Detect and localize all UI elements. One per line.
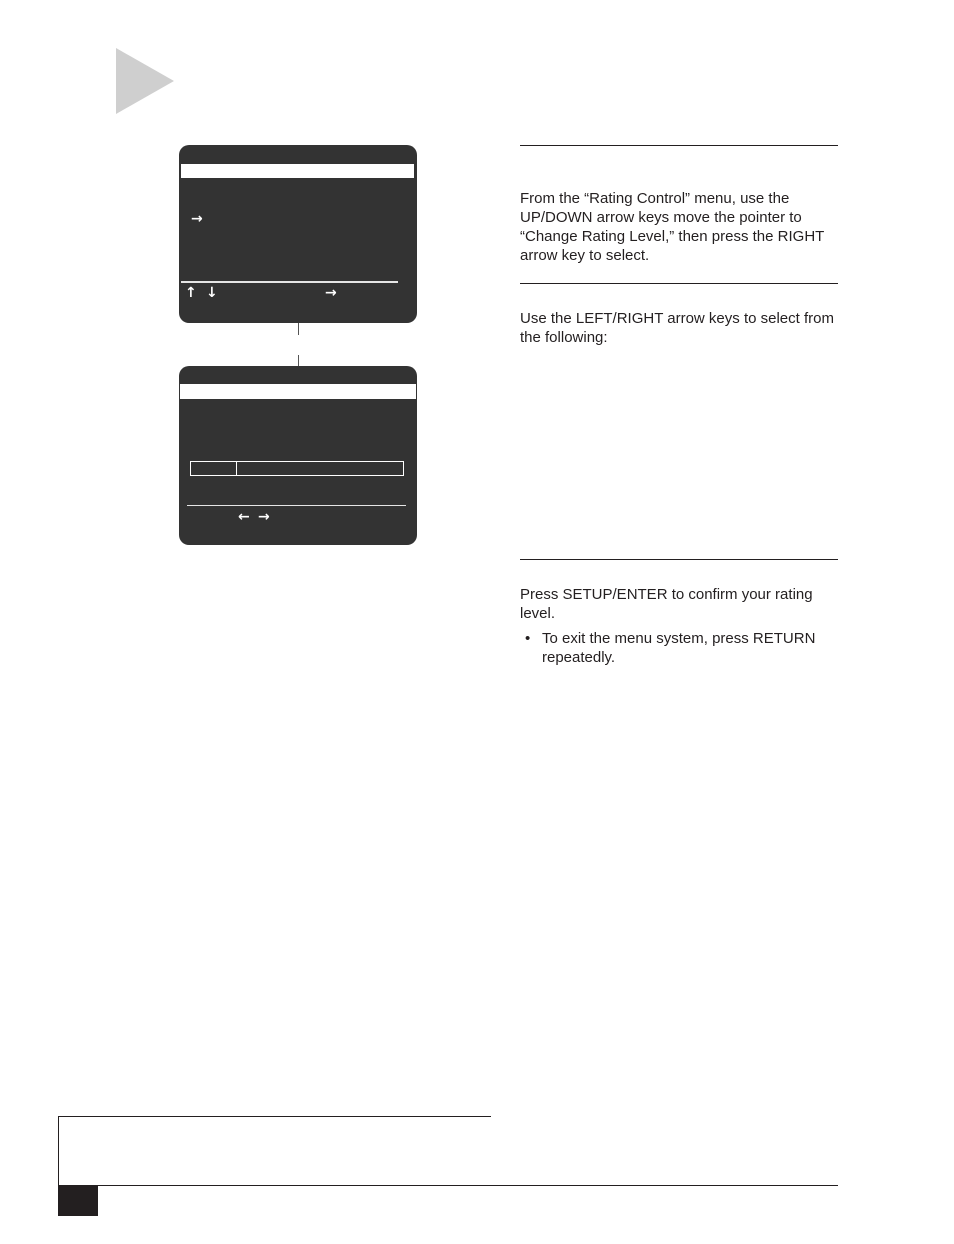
step-3-text: Press SETUP/ENTER to confirm your rating level. [520, 586, 813, 622]
rating-selector-separator [236, 462, 237, 475]
menu-pointer-arrow-icon: → [191, 211, 203, 227]
left-arrow-icon: ← [238, 509, 250, 525]
step-3-rule [520, 559, 838, 560]
right-arrow-icon: → [325, 285, 337, 301]
footer-top-rule [58, 1116, 491, 1117]
down-arrow-icon: ↓ [206, 285, 218, 301]
step-1-text: From the “Rating Control” menu, use the UP/DOWN arrow keys move the pointer to “Change Rating Level,” then press the RIGHT arrow key to select. [520, 190, 825, 264]
menu-divider [187, 505, 406, 506]
screen-connector-bottom [298, 355, 299, 366]
step-2-text: Use the LEFT/RIGHT arrow keys to select from the following: [520, 310, 834, 346]
menu-title-bar [180, 384, 416, 399]
step-3-bullet [520, 629, 840, 667]
screen-connector-top [298, 323, 299, 335]
rating-control-menu-screen [179, 145, 417, 323]
footer-bottom-rule [58, 1185, 838, 1186]
right-arrow-icon: → [258, 509, 270, 525]
menu-divider [181, 281, 398, 283]
bullet-text: To exit the menu system, press RETURN repeatedly. [542, 630, 816, 666]
bullet-dot: • [525, 630, 531, 647]
step-1-rule [520, 145, 838, 146]
up-arrow-icon: ↑ [185, 285, 197, 301]
page-number-tab [58, 1186, 98, 1216]
play-triangle-icon [116, 48, 174, 119]
menu-title-bar [181, 164, 414, 178]
rating-level-menu-screen [179, 366, 417, 545]
rating-level-selector [190, 461, 404, 476]
step-2-rule [520, 283, 838, 284]
